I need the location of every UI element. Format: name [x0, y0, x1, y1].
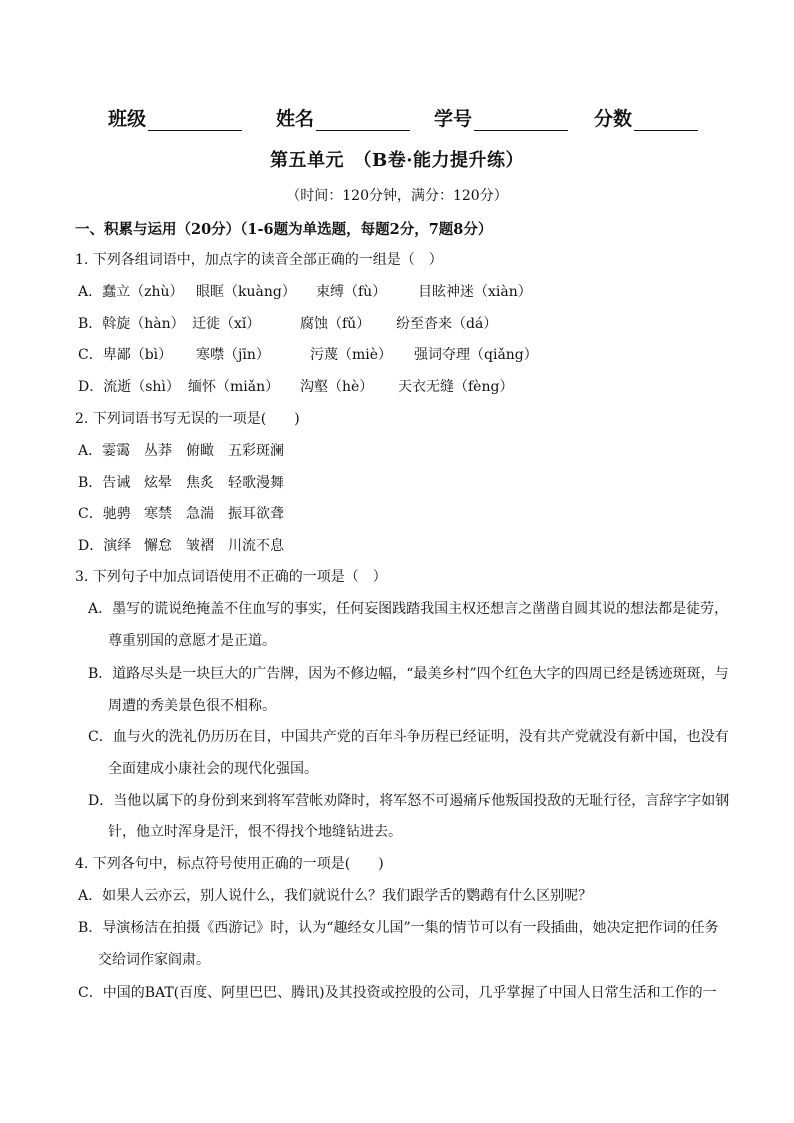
page-title: 第五单元 （B卷·能力提升练）	[270, 150, 524, 171]
score-blank[interactable]	[634, 110, 698, 131]
q3-option-d-line2: 针，他立时浑身是汗，恨不得找个地缝钻进去。	[108, 824, 402, 840]
q1-option-b-3: 腐蚀（fǔ）	[300, 316, 371, 332]
exam-time-info: （时间：120分钟，满分：120分）	[286, 188, 508, 204]
q1-option-a-3: 束缚（fù）	[316, 284, 387, 300]
q1-option-a-1: A．蠢立（zhù）	[78, 284, 184, 300]
q2-option-b-4: 轻歌漫舞	[228, 475, 284, 491]
score-label: 分数	[594, 108, 633, 130]
q3-option-c-line2: 全面建成小康社会的现代化强国。	[108, 761, 318, 777]
q4-option-c-line1: C．中国的BAT(百度、阿里巴巴、腾讯)及其投资或控股的公司，几乎掌握了中国人日常生活和工作的一	[78, 985, 717, 1001]
student-id-label: 学号	[434, 108, 473, 130]
q3-option-d-line1: D．当他以属下的身份到来到将军营帐劝降时，将军怒不可遏痛斥他叛国投敌的无耻行径，言辞字字如钢	[88, 793, 730, 809]
q4-option-b-line2: 交给词作家阎肃。	[98, 952, 210, 968]
class-field	[108, 104, 242, 131]
q2-option-c-1: C．驰骋	[78, 506, 131, 522]
q2-option-c-4: 振耳欲聋	[228, 506, 284, 522]
q1-option-b-2: 迁徙（xǐ）	[192, 316, 261, 332]
q1-option-d-1: D．流逝（shì）	[78, 379, 180, 395]
question-1-stem: 1. 下列各组词语中，加点字的读音全部正确的一组是（ ）	[75, 252, 443, 268]
q2-option-b-1: B．告诫	[78, 475, 131, 491]
question-4-stem: 4. 下列各句中，标点符号使用正确的一项是( )	[75, 856, 384, 872]
q1-option-c-3: 污蔑（miè）	[310, 347, 393, 363]
student-id-field	[434, 104, 568, 131]
q1-option-d-2: 缅怀（miǎn）	[188, 379, 280, 395]
q1-option-a-2: 眼眶（kuàng）	[196, 284, 296, 300]
q2-option-c-3: 急湍	[186, 506, 214, 522]
q1-option-d-4: 天衣无缝（fèng）	[398, 379, 514, 395]
student-id-blank[interactable]	[474, 110, 568, 131]
q2-option-c-2: 寒禁	[144, 506, 172, 522]
q2-option-a-1: A．霎霭	[78, 443, 131, 459]
student-info-line	[108, 104, 708, 132]
q2-option-d-3: 皱褶	[186, 538, 214, 554]
q2-option-a-2: 丛莽	[144, 443, 172, 459]
q3-option-a-line1: A．墨写的谎说绝掩盖不住血写的事实，任何妄图践踏我国主权还想言之凿凿自圆其说的想法都是徒劳，	[88, 601, 729, 617]
section-heading: 一、积累与运用（20分）（1-6题为单选题，每题2分，7题8分）	[75, 221, 493, 238]
q2-option-d-4: 川流不息	[228, 538, 284, 554]
q1-option-b-4: 纷至沓来（dá）	[396, 316, 498, 332]
q1-option-c-4: 强词夺理（qiǎng）	[414, 347, 538, 363]
q4-option-b-line1: B．导演杨洁在拍摄《西游记》时，认为“趣经女儿国”一集的情节可以有一段插曲，她决定把作词的任务	[78, 920, 719, 936]
q2-option-a-3: 俯瞰	[186, 443, 214, 459]
q3-option-b-line2: 周遭的秀美景色很不相称。	[108, 698, 276, 714]
q3-option-b-line1: B．道路尽头是一块巨大的广告牌，因为不修边幅，“最美乡村”四个红色大字的四周已经是锈迹斑斑，与	[88, 666, 729, 682]
q2-option-b-2: 炫晕	[144, 475, 172, 491]
q1-option-c-2: 寒噤（jīn）	[196, 347, 270, 363]
class-blank[interactable]	[148, 110, 242, 131]
q2-option-d-2: 懈怠	[144, 538, 172, 554]
q4-option-a-line1: A．如果人云亦云，别人说什么，我们就说什么？我们跟学舌的鹦鹉有什么区别呢？	[78, 888, 593, 904]
q2-option-a-4: 五彩斑澜	[228, 443, 284, 459]
q3-option-c-line1: C．血与火的洗礼仍历历在目，中国共产党的百年斗争历程已经证明，没有共产党就没有新中国，也没有	[88, 729, 729, 745]
q2-option-d-1: D．演绎	[78, 538, 132, 554]
question-2-stem: 2. 下列词语书写无误的一项是( )	[75, 411, 300, 427]
q3-option-a-line2: 尊重别国的意愿才是正道。	[108, 633, 276, 649]
q1-option-a-4: 目眩神迷（xiàn）	[418, 284, 532, 300]
name-blank[interactable]	[316, 110, 410, 131]
q1-option-c-1: C．卑鄙（bì）	[78, 347, 173, 363]
q2-option-b-3: 焦炙	[186, 475, 214, 491]
question-3-stem: 3. 下列句子中加点词语使用不正确的一项是（ ）	[75, 569, 387, 585]
q1-option-d-3: 沟壑（hè）	[300, 379, 374, 395]
q1-option-b-1: B．斡旋（hàn）	[78, 316, 185, 332]
class-label: 班级	[108, 108, 147, 130]
name-label: 姓名	[276, 108, 315, 130]
name-field	[276, 104, 410, 131]
score-field	[594, 104, 698, 131]
